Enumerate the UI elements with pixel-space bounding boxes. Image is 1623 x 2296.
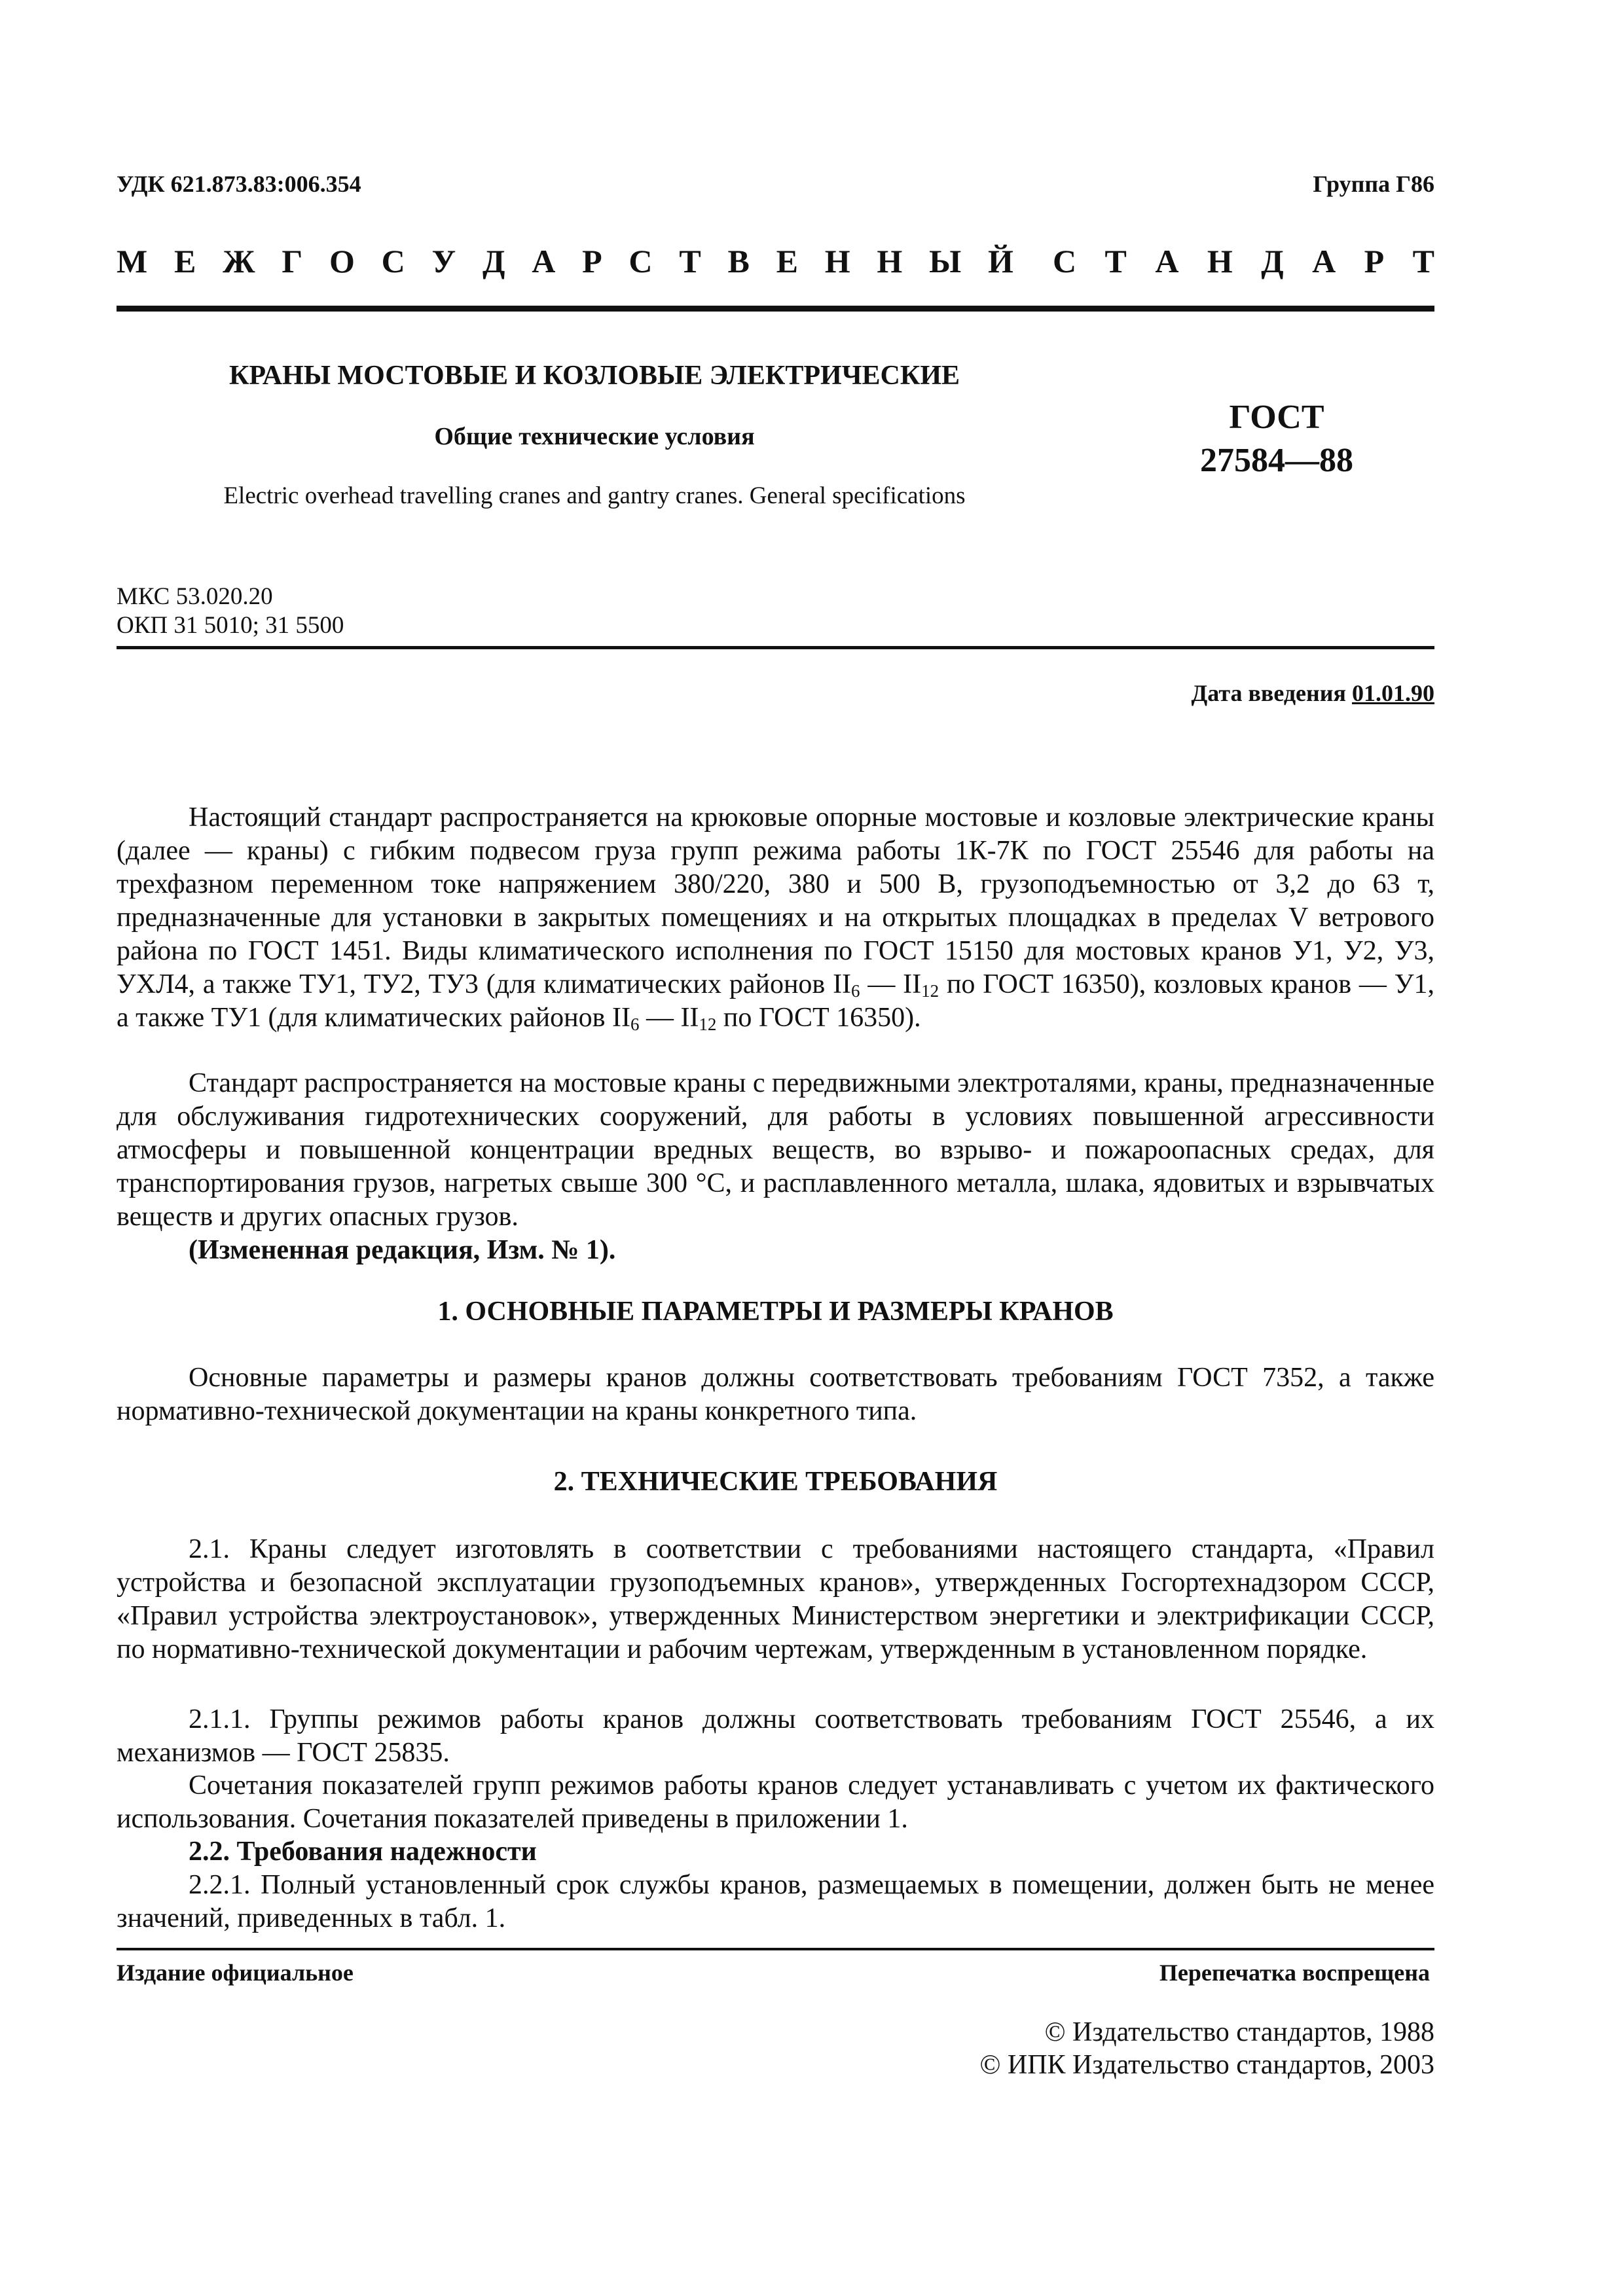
spaced-letter: Р (1364, 243, 1385, 279)
spaced-letter: Ы (929, 243, 962, 279)
spaced-letter: В (727, 243, 750, 279)
document-subtitle: Общие технические условия (434, 423, 755, 450)
spaced-letter: Й (988, 243, 1013, 279)
section-1-text: Основные параметры и размеры кранов должны соответствовать требованиям ГОСТ 7352, а также нормативно-технической документации на краны конкретного типа. (117, 1363, 1434, 1426)
clause-2-1-1-continued: Сочетания показателей групп режимов работы кранов следует устанавливать с учетом их фактического использования. Сочетания показателей приведены в приложении 1. (117, 1770, 1434, 1834)
spaced-letter: А (1312, 243, 1336, 279)
spaced-letter: Д (483, 243, 505, 279)
paragraph-scope: Настоящий стандарт распространяется на крюковые опорные мостовые и козловые электрические краны (далее — краны) с гибким подвесом груза групп режима работы 1К-7К по ГОСТ 25546 для работы на трехфазном переменном токе напряжением 380/220, 380 и 500 В, грузоподъемностью от 3,2 до 63 т, предназначенные для установки в закрытых помещениях и на открытых площадках в пределах V ветрового района по ГОСТ 1451. Виды климатического исполнения по ГОСТ 15150 для мостовых кранов У1, У2, У3, УХЛ4, а также ТУ1, ТУ2, ТУ3 (для климатических районов $II_6$ — $II_{12}$ по ГОСТ 16350), козловых кранов — У1, а также ТУ1 (для климатических районов $II_6$ — $II_{12}$ по ГОСТ 16350). (117, 802, 1434, 1034)
okp-code: ОКП 31 5010; 31 5500 (117, 612, 344, 639)
date-label: Дата введения (1191, 680, 1346, 706)
clause-2-2-1: 2.2.1. Полный установленный срок службы кранов, размещаемых в помещении, должен быть не менее значений, приведенных в табл. 1. (117, 1870, 1434, 1933)
gost-label: ГОСТ (1229, 399, 1324, 436)
section-1-heading: 1. ОСНОВНЫЕ ПАРАМЕТРЫ И РАЗМЕРЫ КРАНОВ (437, 1297, 1114, 1327)
spaced-letter: Н (1207, 243, 1233, 279)
spaced-letter: Т (1412, 243, 1434, 279)
middle-divider (117, 646, 1434, 649)
spaced-letter: Н (877, 243, 903, 279)
standard-type-heading (117, 242, 1434, 280)
gost-number: 27584—88 (1200, 442, 1353, 479)
spaced-letter: Н (824, 243, 850, 279)
spaced-letter: Р (582, 243, 602, 279)
copyright-line-1: © Издательство стандартов, 1988 (1044, 2017, 1434, 2047)
clause-2-1-1: 2.1.1. Группы режимов работы кранов должны соответствовать требованиям ГОСТ 25546, а их механизмов — ГОСТ 25835. (117, 1704, 1434, 1768)
date-value: 01.01.90 (1352, 680, 1434, 706)
reprint-notice: Перепечатка воспрещена (1159, 1960, 1430, 1986)
spaced-word-1 (117, 242, 1013, 280)
group-code: Группа Г86 (1313, 171, 1434, 197)
spaced-letter: А (1155, 243, 1179, 279)
classification-codes (117, 583, 344, 640)
udk-code: УДК 621.873.83:006.354 (117, 171, 361, 197)
spaced-letter: У (431, 243, 456, 279)
copyright-line-2: © ИПК Издательство стандартов, 2003 (979, 2050, 1434, 2080)
spaced-letter: С (629, 243, 653, 279)
spaced-letter: Т (679, 243, 701, 279)
spaced-word-2 (1053, 242, 1434, 280)
mks-code: МКС 53.020.20 (117, 583, 273, 610)
introduction-date (1192, 679, 1435, 707)
spaced-letter: Ж (223, 243, 255, 279)
official-edition-label: Издание официальное (117, 1960, 354, 1986)
spaced-letter: Д (1261, 243, 1284, 279)
spaced-letter: А (532, 243, 556, 279)
clause-2-2-heading: 2.2. Требования надежности (189, 1837, 537, 1867)
gost-designation (1139, 396, 1414, 482)
spaced-letter: Е (776, 243, 798, 279)
section-2-heading: 2. ТЕХНИЧЕСКИЕ ТРЕБОВАНИЯ (553, 1467, 998, 1497)
spaced-letter: Т (1104, 243, 1127, 279)
spaced-letter: Г (282, 243, 303, 279)
english-title: Electric overhead travelling cranes and gantry cranes. General specifications (223, 482, 966, 509)
spaced-letter: Е (173, 243, 196, 279)
amendment-note: (Измененная редакция, Изм. № 1). (189, 1235, 616, 1265)
spaced-letter: С (1053, 243, 1077, 279)
spaced-letter: М (117, 243, 148, 279)
top-divider (117, 306, 1434, 312)
spaced-letter: С (381, 243, 405, 279)
document-title: КРАНЫ МОСТОВЫЕ И КОЗЛОВЫЕ ЭЛЕКТРИЧЕСКИЕ (228, 361, 960, 391)
copyright-block (979, 2016, 1434, 2081)
paragraph-scope-extension: Стандарт распространяется на мостовые краны с передвижными электроталями, краны, предназначенные для обслуживания гидротехнических сооружений, для работы в условиях повышенной агрессивности атмосферы и повышенной концентрации вредных веществ, во взрыво- и пожароопасных средах, для транспортирования грузов, нагретых свыше 300 °С, и расплавленного металла, шлака, ядовитых и взрывчатых веществ и других опасных грузов. (117, 1068, 1434, 1232)
spaced-letter: О (329, 243, 355, 279)
clause-2-1: 2.1. Краны следует изготовлять в соответствии с требованиями настоящего стандарта, «Правил устройства и безопасной эксплуатации грузоподъемных кранов», утвержденных Госгортехнадзором СССР, «Правил устройства электроустановок», утвержденных Министерством энергетики и электрификации СССР, по нормативно-технической документации и рабочим чертежам, утвержденным в установленном порядке. (117, 1534, 1434, 1664)
footer-divider (117, 1948, 1434, 1950)
